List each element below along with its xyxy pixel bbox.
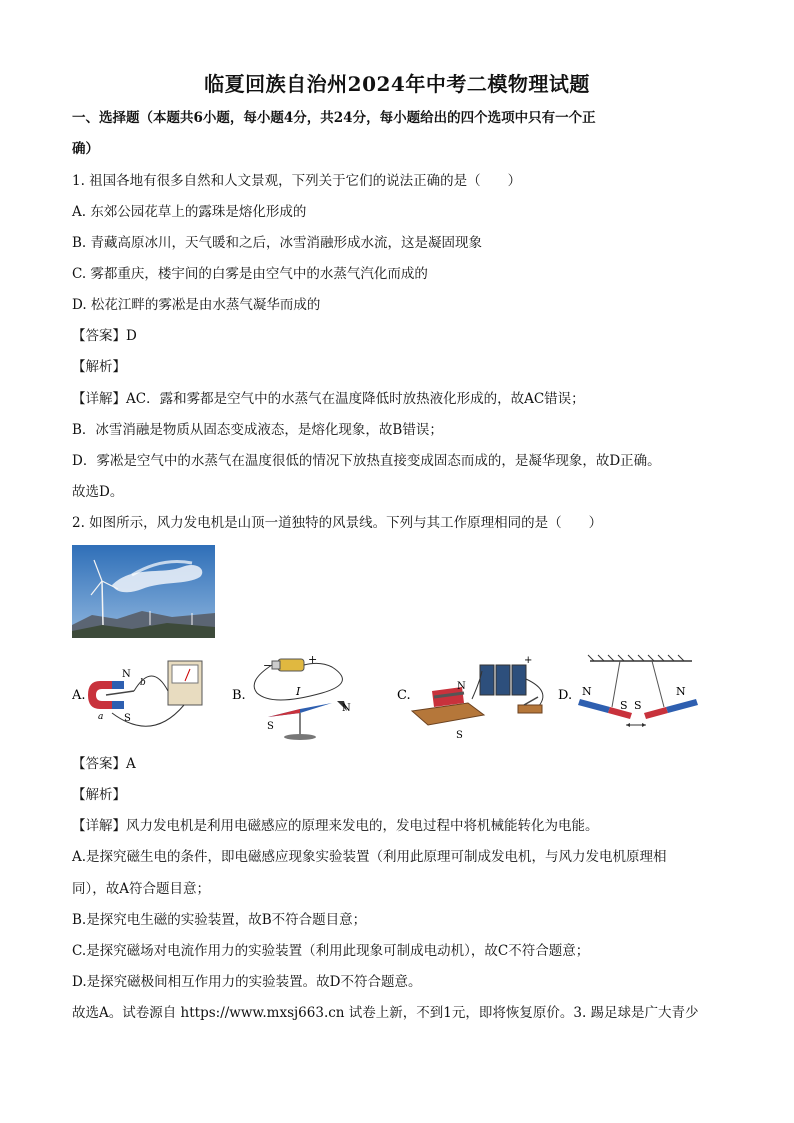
q1-option-c: C. 雾都重庆，楼宇间的白雾是由空气中的水蒸气汽化而成的: [72, 266, 428, 282]
q2-detail-line: 【详解】风力发电机是利用电磁感应的原理来发电的，发电过程中将机械能转化为电能。: [72, 818, 599, 834]
wind-turbine-photo: [72, 545, 215, 638]
q1-detail-line: D．雾凇是空气中的水蒸气在温度很低的情况下放热直接变成固态而成的，是凝华现象，故D正确。: [72, 453, 661, 469]
label-a: a: [98, 712, 104, 722]
label-n: N: [122, 669, 131, 680]
wooden-base-icon: [412, 703, 484, 725]
option-c-label: C.: [397, 688, 411, 703]
q2-detail-line: D.是探究磁极间相互作用力的实验装置。故D不符合题意。: [72, 974, 422, 990]
q2-detail-line: B.是探究电生磁的实验装置，故B不符合题目意；: [72, 912, 367, 928]
q1-detail-line: 故选D。: [72, 484, 124, 500]
bar-magnet-icon: [578, 699, 610, 713]
q1-analysis-label: 【解析】: [72, 359, 126, 375]
bar-magnet-icon: [644, 707, 668, 719]
q1-option-a: A. 东郊公园花草上的露珠是熔化形成的: [72, 204, 307, 220]
battery-icon: [278, 659, 304, 671]
label-plus: +: [524, 655, 533, 666]
option-d-figure: [558, 655, 698, 727]
q2-detail-line: C.是探究磁场对电流作用力的实验装置（利用此现象可制成电动机），故C不符合题意；: [72, 943, 590, 959]
label-s: S: [267, 721, 274, 732]
label-minus: −: [263, 659, 273, 672]
q1-detail-line: B．冰雪消融是物质从固态变成液态，是熔化现象，故B错误；: [72, 422, 443, 438]
label-n: N: [676, 685, 686, 698]
label-s: S: [456, 730, 463, 741]
label-n: N: [342, 703, 351, 714]
q1-option-b: B. 青藏高原冰川，天气暖和之后，冰雪消融形成水流，这是凝固现象: [72, 235, 483, 251]
option-a-label: A.: [72, 688, 86, 703]
label-s: S: [634, 699, 642, 712]
q1-detail-line: 【详解】AC．露和雾都是空气中的水蒸气在温度降低时放热液化形成的，故AC错误；: [72, 391, 585, 407]
section-heading-line1: 一、选择题（本题共6小题，每小题4分，共24分，每小题给出的四个选项中只有一个正: [72, 110, 596, 126]
switch-icon: [518, 705, 542, 713]
q2-detail-line: A.是探究磁生电的条件，即电磁感应现象实验装置（利用此原理可制成发电机，与风力发电机原理相: [72, 849, 667, 865]
label-plus: +: [308, 653, 318, 666]
q2-analysis-label: 【解析】: [72, 787, 126, 803]
option-a-figure: [72, 661, 202, 726]
page-title: 临夏回族自治州2024年中考二模物理试题: [204, 72, 590, 96]
label-b: b: [140, 678, 146, 688]
section-heading-line2: 确）: [72, 141, 99, 157]
q2-detail-line: 故选A。试卷源自 https://www.mxsj663.cn 试卷上新，不到1元，即将恢复原价。3. 踢足球是广大青少: [72, 1005, 699, 1021]
q2-detail-line: 同），故A符合题目意；: [72, 881, 210, 897]
q1-option-d: D. 松花江畔的雾凇是由水蒸气凝华而成的: [72, 297, 321, 313]
q2-options-figure: [72, 651, 712, 747]
label-n: N: [457, 681, 466, 692]
q2-answer: 【答案】A: [72, 756, 136, 772]
option-c-figure: [397, 655, 543, 741]
q1-stem: 1. 祖国各地有很多自然和人文景观，下列关于它们的说法正确的是（ ）: [72, 173, 522, 189]
label-current: I: [296, 685, 301, 698]
option-b-figure: [232, 653, 351, 740]
option-b-label: B.: [232, 688, 246, 703]
q2-stem: 2. 如图所示，风力发电机是山顶一道独特的风景线。下列与其工作原理相同的是（ ）: [72, 515, 603, 531]
label-n: N: [582, 685, 592, 698]
battery-icon: [480, 665, 494, 695]
option-d-label: D.: [558, 688, 573, 703]
q1-answer: 【答案】D: [72, 328, 137, 344]
label-s: S: [124, 713, 131, 724]
label-s: S: [620, 699, 628, 712]
